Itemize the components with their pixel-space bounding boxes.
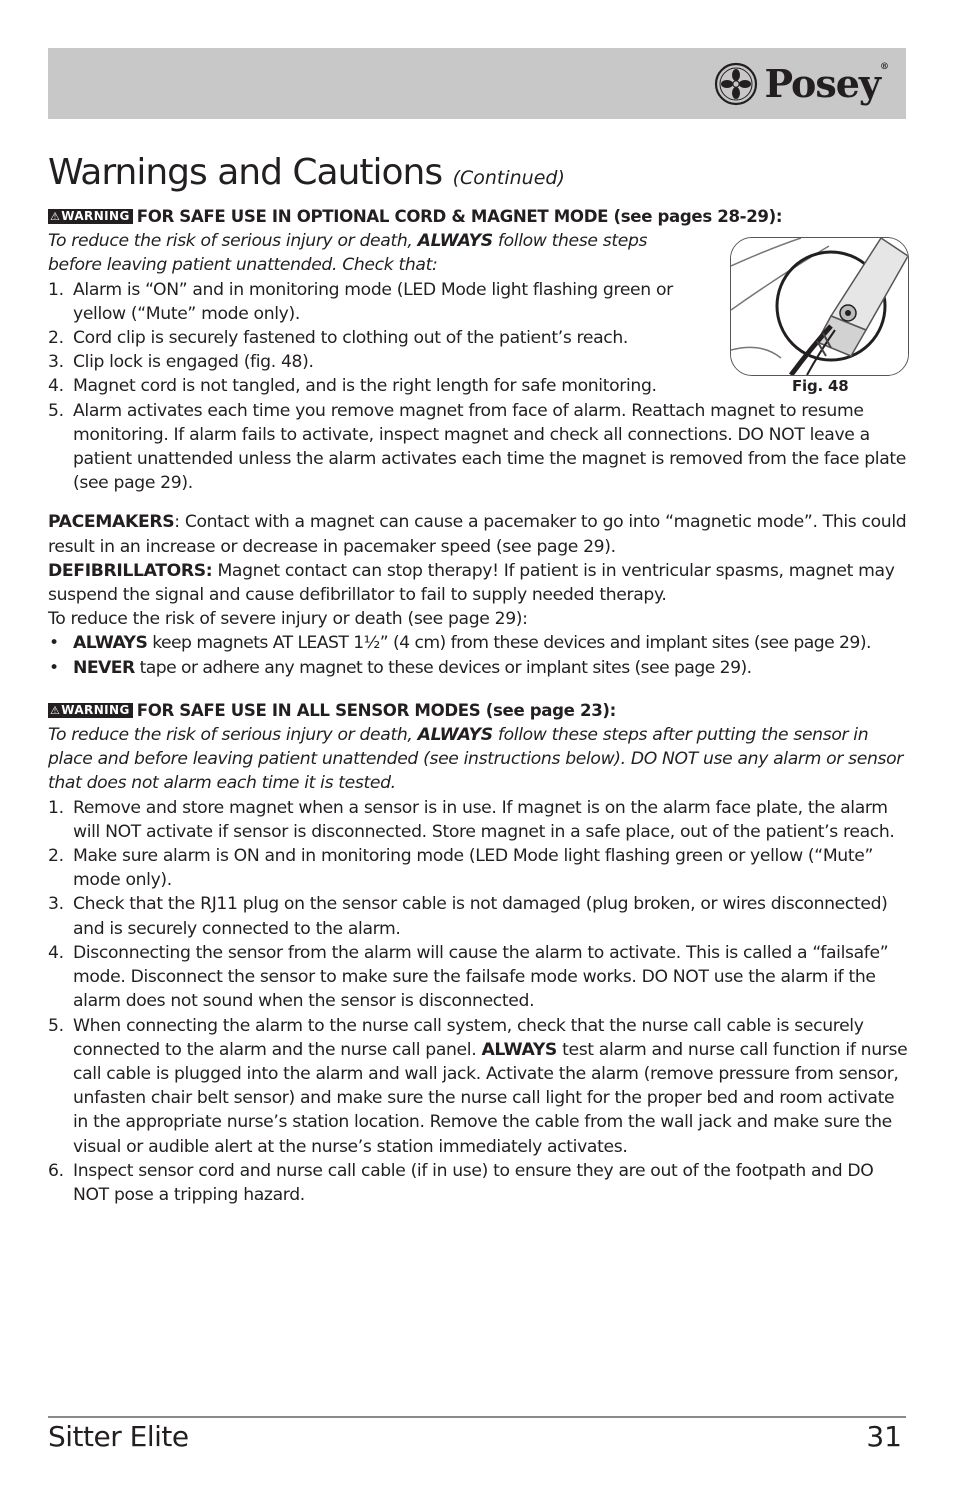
- list-item: 5. Alarm activates each time you remove magnet from face of alarm. Reattach magnet to resume monitoring. If alarm fails to activate, inspect magnet and check all connections. DO NOT leave a patient unattended unless the alarm activates each time the magnet is removed from the face plate (see page 29).: [48, 400, 907, 494]
- reduce-risk-line: To reduce the risk of severe injury or death (see page 29):: [48, 609, 528, 630]
- warning-intro: To reduce the risk of serious injury or death, ALWAYS follow these steps after putting the sensor in place and before leaving patient unattended (see instructions below). DO NOT use any alarm or sensor that does not alarm each time it is tested.: [48, 725, 903, 794]
- warning-heading-cord-magnet: ⚠WARNING FOR SAFE USE IN OPTIONAL CORD & MAGNET MODE (see pages 28-29):: [50, 207, 783, 226]
- warning-heading-sensor-modes: ⚠WARNING FOR SAFE USE IN ALL SENSOR MODES (see page 23):: [50, 700, 616, 720]
- list-item: 3. Check that the RJ11 plug on the sensor cable is not damaged (plug broken, or wires disconnected) and is securely connected to the alarm.: [48, 894, 888, 939]
- posey-logo: [714, 61, 888, 107]
- magnet-bullets: [48, 631, 908, 679]
- posey-emblem-icon: [714, 62, 758, 106]
- list-item: 2. Make sure alarm is ON and in monitoring mode (LED Mode light flashing green or yellow (“Mute” mode only).: [48, 846, 874, 891]
- warning-triangle-icon: ⚠: [50, 703, 61, 717]
- header-bar: [48, 48, 906, 119]
- sensor-checklist: [48, 796, 908, 1207]
- list-item: 6. Inspect sensor cord and nurse call cable (if in use) to ensure they are out of the footpath and DO NOT pose a tripping hazard.: [48, 1160, 874, 1205]
- pacemakers-paragraph: PACEMAKERS: Contact with a magnet can cause a pacemaker to go into “magnetic mode”. This could result in an increase or decrease in pacemaker speed (see page 29).: [48, 512, 907, 557]
- list-item: 5. When connecting the alarm to the nurse call system, check that the nurse call cable is securely connected to the alarm and the nurse call panel. ALWAYS test alarm and nurse call function if nurse call cable is plugged into the alarm and wall jack. Activate the alarm (remove pressure from sensor, unfasten chair belt sensor) and make sure the nurse call light for the proper bed and room activate in the appropriate nurse’s station location. Remove the cable from the wall jack and make sure the visual or audible alert at the nurse’s station immediately activates.: [48, 1015, 908, 1157]
- registered-mark: ®: [880, 62, 888, 72]
- list-item: 1. Remove and store magnet when a sensor is in use. If magnet is on the alarm face plate, the alarm will NOT activate if sensor is disconnected. Store magnet in a safe place, out of the patient’s reach.: [48, 797, 895, 842]
- figure-caption: Fig. 48: [792, 377, 849, 395]
- title-subtitle: (Continued): [452, 167, 565, 189]
- cord-magnet-checklist: [48, 278, 908, 496]
- page-title: [48, 152, 565, 193]
- list-item: 4. Disconnecting the sensor from the alarm will cause the alarm to activate. This is called a “failsafe” mode. Disconnect the sensor to make sure the failsafe mode works. DO NOT use the alarm if the alarm does not sound when the sensor is disconnected.: [48, 942, 889, 1012]
- main-content: [48, 205, 908, 1207]
- list-item: • NEVER tape or adhere any magnet to these devices or implant sites (see page 29).: [49, 657, 752, 678]
- list-item: 3. Clip lock is engaged (fig. 48).: [48, 352, 314, 373]
- brand-name: Posey®: [764, 61, 888, 106]
- warning-intro: To reduce the risk of serious injury or death, ALWAYS follow these steps before leaving patient unattended. Check that:: [48, 231, 648, 276]
- warning-badge: ⚠WARNING: [48, 209, 133, 224]
- list-item: 1. Alarm is “ON” and in monitoring mode (LED Mode light flashing green or yellow (“Mute” mode only).: [48, 279, 673, 324]
- warning-badge: ⚠WARNING: [48, 703, 133, 718]
- warning-triangle-icon: ⚠: [50, 210, 61, 223]
- page-number: 31: [866, 1420, 902, 1453]
- defibrillators-paragraph: DEFIBRILLATORS: Magnet contact can stop therapy! If patient is in ventricular spasms, magnet may suspend the signal and cause defibrillator to fail to supply needed therapy.: [48, 560, 895, 606]
- title-main: Warnings and Cautions: [48, 152, 443, 193]
- list-item: • ALWAYS keep magnets AT LEAST 1½” (4 cm) from these devices and implant sites (see page 29).: [49, 633, 871, 654]
- footer-product-name: Sitter Elite: [48, 1420, 189, 1453]
- list-item: 4. Magnet cord is not tangled, and is the right length for safe monitoring.: [48, 376, 657, 397]
- footer-divider: [48, 1416, 906, 1418]
- list-item: 2. Cord clip is securely fastened to clothing out of the patient’s reach.: [48, 328, 629, 349]
